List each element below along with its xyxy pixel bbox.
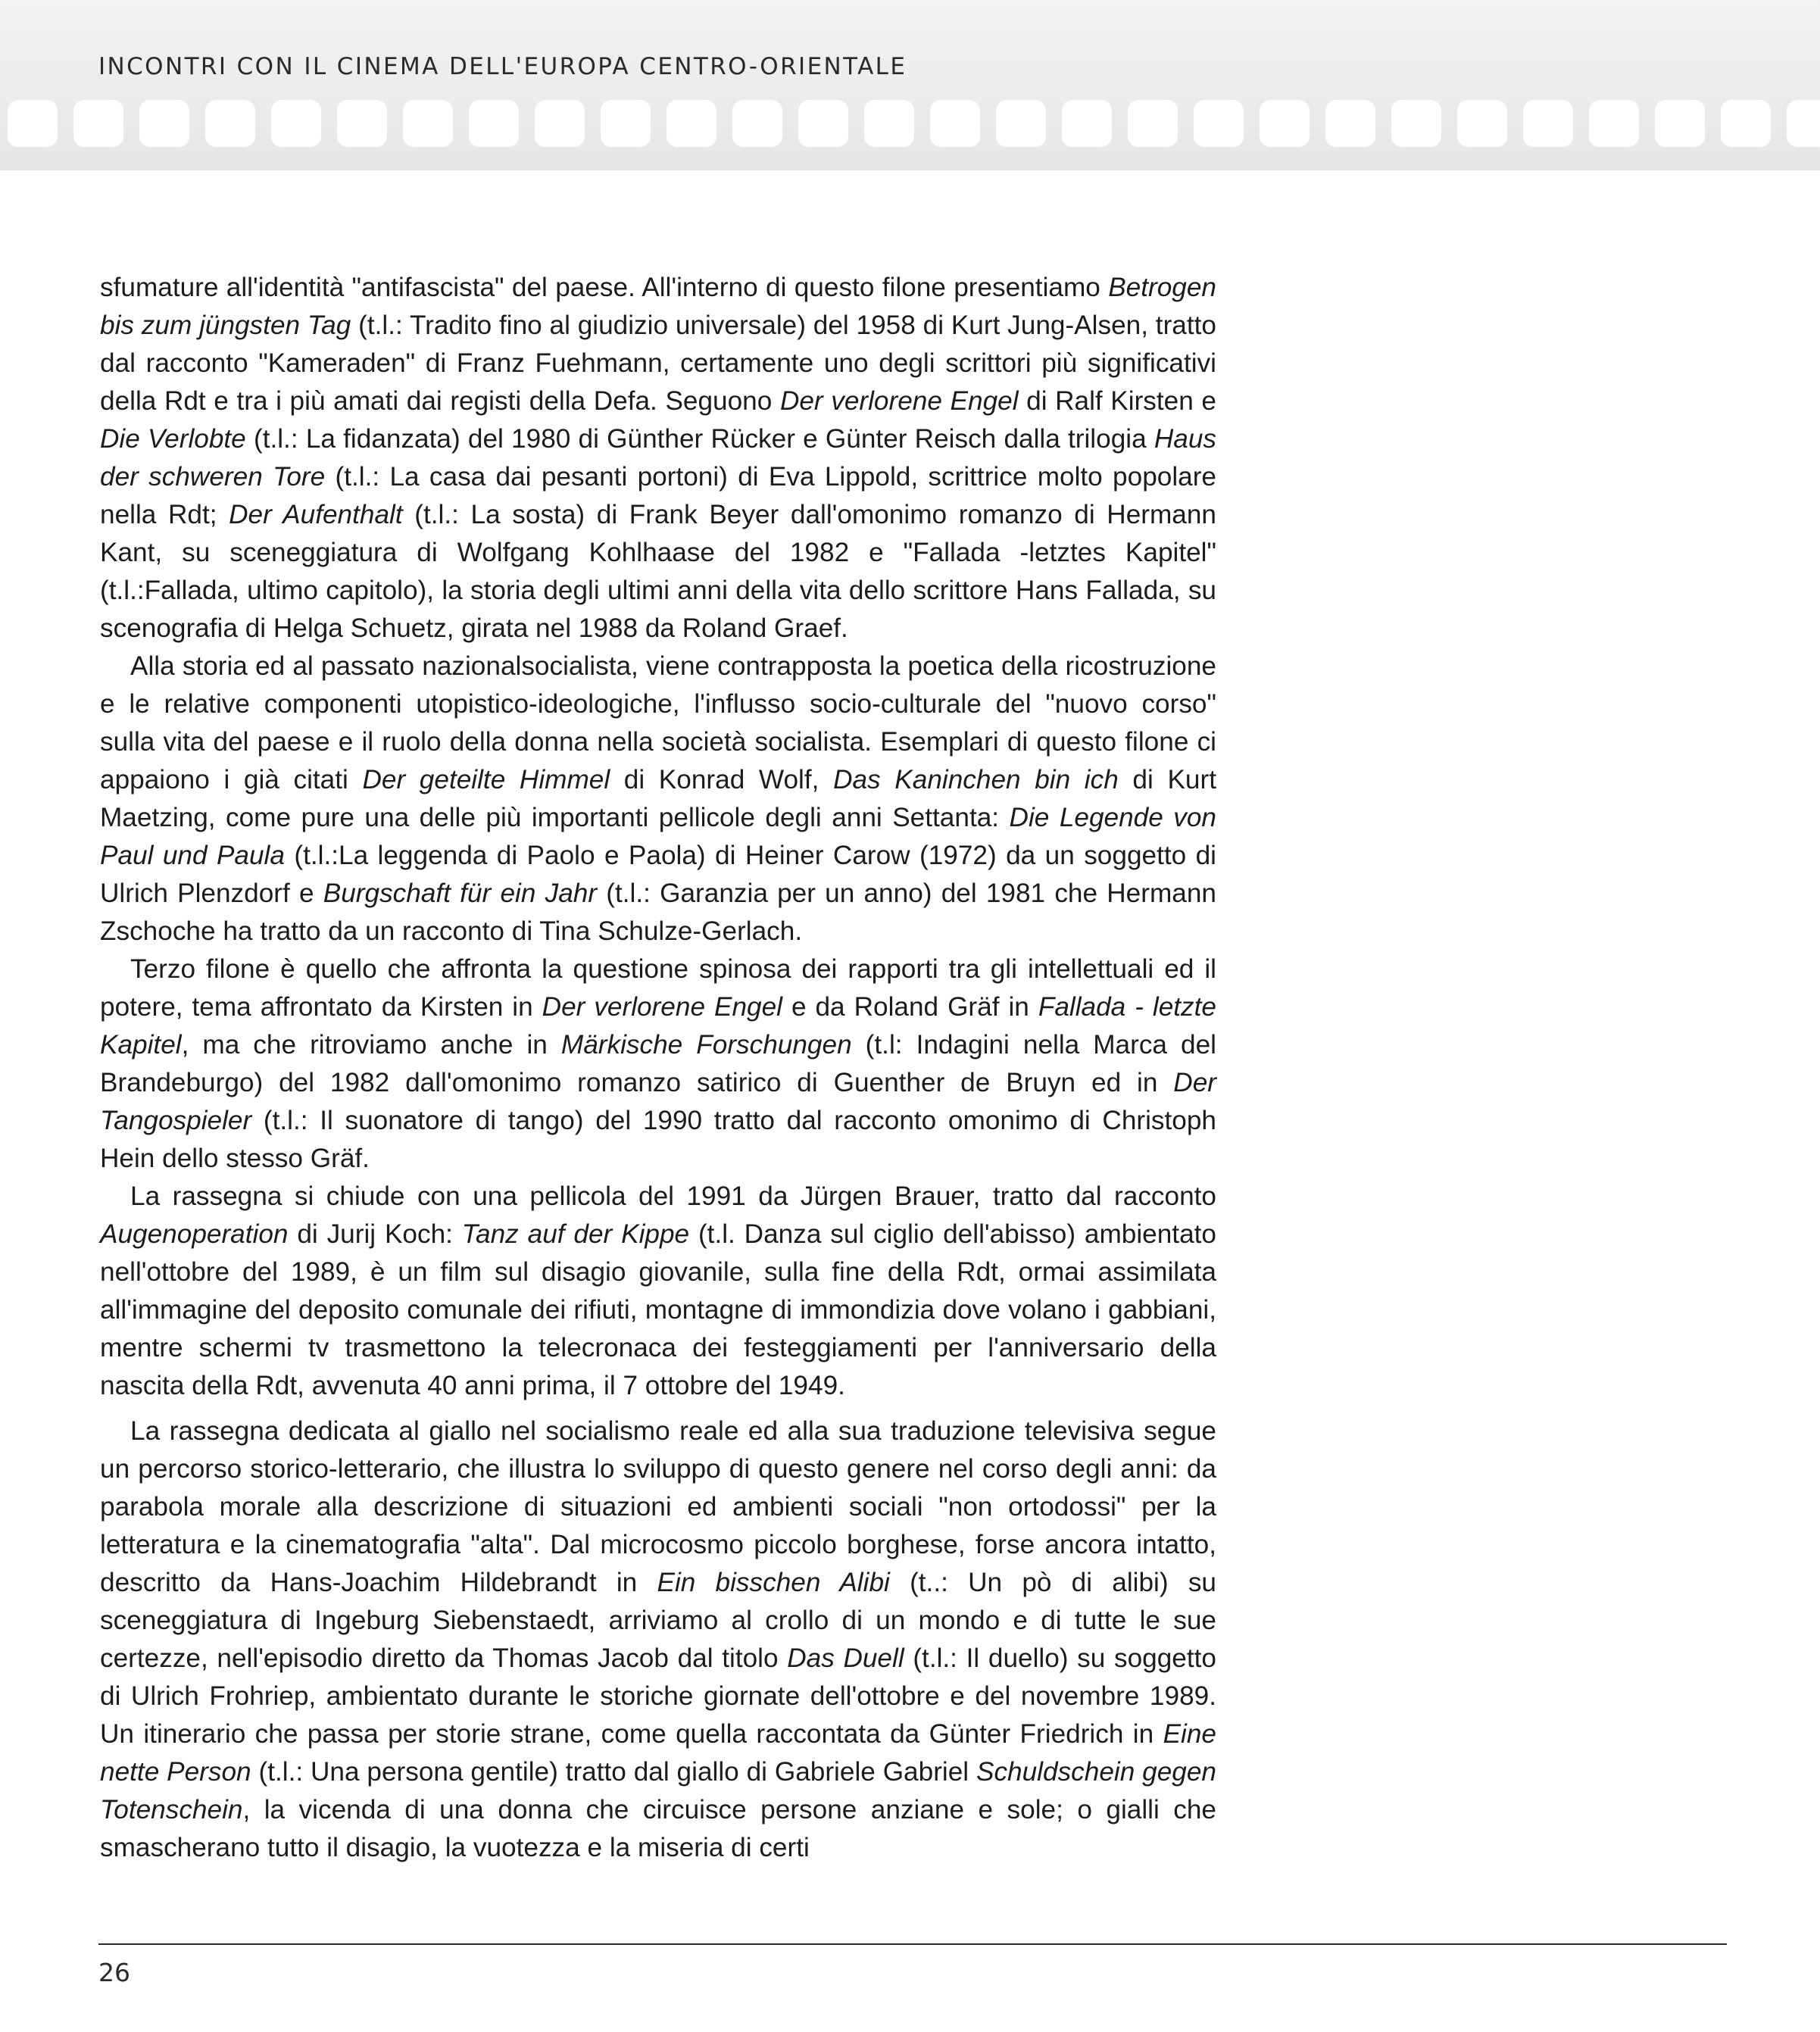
text-run: e da Roland Gräf in (782, 992, 1038, 1022)
film-title-italic: Ein bisschen Alibi (657, 1568, 890, 1597)
text-run: (t..: Un pò di alibi) su sceneggiatura di Ingeburg Siebenstaedt, arriviamo al crollo di un mondo e di tutte le sue certezze, nell'episodio diretto da Thomas Jacob dal titolo (100, 1568, 1216, 1673)
film-title-italic: Das Duell (787, 1643, 904, 1673)
text-run: (t.l.:La leggenda di Paolo e Paola) di Heiner Carow (1972) da un soggetto di Ulrich Plenzdorf e (100, 841, 1216, 908)
sprocket-hole (337, 100, 387, 147)
sprocket-hole (1391, 100, 1441, 147)
film-title-italic: Augenoperation (100, 1219, 289, 1249)
sprocket-hole (667, 100, 716, 147)
film-title-italic: Fallada - letzte Kapitel (100, 992, 1216, 1060)
sprocket-hole (139, 100, 189, 147)
text-run: di Ralf Kirsten e (1018, 386, 1216, 416)
text-run: (t.l.: La fidanzata) del 1980 di Günther Rücker e Günter Reisch dalla trilogia (245, 424, 1154, 454)
sprocket-hole (864, 100, 914, 147)
text-run: (t.l.: La casa dai pesanti portoni) di Eva Lippold, scrittrice molto popolare nella Rdt; (100, 462, 1217, 529)
paragraph (100, 269, 1216, 648)
sprocket-hole (1655, 100, 1705, 147)
sprocket-hole (469, 100, 519, 147)
film-title-italic: Der verlorene Engel (542, 992, 782, 1022)
sprocket-hole (1787, 100, 1820, 147)
film-title-italic: Burgschaft für ein Jahr (323, 879, 598, 908)
paragraph (100, 1178, 1216, 1405)
text-run: , la vicenda di una donna che circuisce persone anziane e sole; o gialli che smascherano tutto il disagio, la vuotezza e la miseria di certi (100, 1795, 1216, 1862)
sprocket-hole (732, 100, 782, 147)
sprocket-hole (73, 100, 123, 147)
text-run: (t.l.: Una persona gentile) tratto dal giallo di Gabriele Gabriel (251, 1757, 976, 1787)
text-run: Alla storia ed al passato nazionalsocialista, viene contrapposta la poetica della ricostruzione e le relative componenti utopistico-ideologiche, l'influsso socio-culturale del "nuovo corso" sulla vita del paese e il ruolo della donna nella società socialista. Esemplari di questo filone ci appaiono i già citati (100, 651, 1216, 794)
film-title-italic: Die Legende von Paul und Paula (100, 803, 1217, 870)
text-run: (t.l.: Garanzia per un anno) del 1981 che Hermann Zschoche ha tratto da un racconto di Tina Schulze-Gerlach. (100, 879, 1216, 946)
text-run: La rassegna si chiude con una pellicola del 1991 da Jürgen Brauer, tratto dal racconto (130, 1181, 1216, 1211)
paragraph (100, 950, 1216, 1178)
sprocket-hole (930, 100, 980, 147)
sprocket-hole (1194, 100, 1244, 147)
paragraph (100, 648, 1216, 950)
film-title-italic: Der geteilte Himmel (362, 765, 610, 794)
film-title-italic: Märkische Forschungen (560, 1030, 852, 1060)
page-number: 26 (98, 1958, 130, 1987)
sprocket-hole (535, 100, 585, 147)
sprocket-hole (1062, 100, 1112, 147)
article-body (100, 269, 1216, 1867)
text-run: (t.l.: Tradito fino al giudizio universale) del 1958 di Kurt Jung-Alsen, tratto dal racconto "Kameraden" di Franz Fuehmann, certamente uno degli scrittori più significativi della Rdt e tra i più amati dai registi della Defa. Seguono (100, 311, 1216, 416)
sprocket-hole (1457, 100, 1507, 147)
film-sprocket-holes (0, 100, 1820, 147)
film-title-italic: Der verlorene Engel (779, 386, 1019, 416)
paragraph (100, 1412, 1216, 1867)
text-run: di Jurij Koch: (288, 1219, 462, 1249)
film-title-italic: Die Verlobte (100, 424, 246, 454)
film-title-italic: Der Aufenthalt (229, 500, 403, 529)
text-run: di Konrad Wolf, (610, 765, 834, 794)
text-run: Terzo filone è quello che affronta la questione spinosa dei rapporti tra gli intellettuali ed il potere, tema affrontato da Kirsten in (100, 954, 1216, 1022)
sprocket-hole (1721, 100, 1771, 147)
film-title-italic: Das Kaninchen bin ich (833, 765, 1119, 794)
film-title-italic: Haus der schweren Tore (100, 424, 1217, 492)
film-title-italic: Betrogen bis zum jüngsten Tag (100, 273, 1216, 340)
text-run: sfumature all'identità "antifascista" del paese. All'interno di questo filone presentiamo (100, 273, 1109, 302)
sprocket-hole (1128, 100, 1178, 147)
text-run: (t.l. Danza sul ciglio dell'abisso) ambientato nell'ottobre del 1989, è un film sul disagio giovanile, sulla fine della Rdt, ormai assimilata all'immagine del deposito comunale dei rifiuti, montagne di immondizia dove volano i gabbiani, mentre schermi tv trasmettono la telecronaca dei festeggiamenti per l'anniversario della nascita della Rdt, avvenuta 40 anni prima, il 7 ottobre del 1949. (100, 1219, 1216, 1400)
sprocket-hole (996, 100, 1046, 147)
sprocket-hole (601, 100, 651, 147)
film-title-italic: Tanz auf der Kippe (461, 1219, 690, 1249)
sprocket-hole (205, 100, 255, 147)
running-header-title: INCONTRI CON IL CINEMA DELL'EUROPA CENTRO-ORIENTALE (98, 53, 907, 80)
footer-rule (98, 1943, 1727, 1945)
text-run: (t.l.: Il suonatore di tango) del 1990 tratto dal racconto omonimo di Christoph Hein dello stesso Gräf. (100, 1106, 1216, 1173)
sprocket-hole (403, 100, 453, 147)
sprocket-hole (8, 100, 58, 147)
sprocket-hole (1260, 100, 1310, 147)
sprocket-hole (798, 100, 848, 147)
sprocket-hole (1325, 100, 1375, 147)
sprocket-hole (271, 100, 321, 147)
text-run: (t.l: Indagini nella Marca del Brandeburgo) del 1982 dall'omonimo romanzo satirico di Guenther de Bruyn ed in (100, 1030, 1216, 1097)
text-run: (t.l.: Il duello) su soggetto di Ulrich Frohriep, ambientato durante le storiche giornate dell'ottobre e del novembre 1989. Un itinerario che passa per storie strane, come quella raccontata da Günter Friedrich in (100, 1643, 1216, 1749)
sprocket-hole (1589, 100, 1639, 147)
text-run: La rassegna dedicata al giallo nel socialismo reale ed alla sua traduzione televisiva segue un percorso storico-letterario, che illustra lo sviluppo di questo genere nel corso degli anni: da parabola morale alla descrizione di situazioni ed ambienti sociali "non ortodossi" per la letteratura e la cinematografia "alta". Dal microcosmo piccolo borghese, forse ancora intatto, descritto da Hans-Joachim Hildebrandt in (100, 1416, 1216, 1597)
text-run: (t.l.: La sosta) di Frank Beyer dall'omonimo romanzo di Hermann Kant, su sceneggiatura di Wolfgang Kohlhaase del 1982 e "Fallada -letztes Kapitel" (t.l.:Fallada, ultimo capitolo), la storia degli ultimi anni della vita dello scrittore Hans Fallada, su scenografia di Helga Schuetz, girata nel 1988 da Roland Graef. (100, 500, 1216, 643)
film-title-italic: Schuldschein gegen Totenschein (100, 1757, 1216, 1824)
text-run: di Kurt Maetzing, come pure una delle più importanti pellicole degli anni Settanta: (100, 765, 1216, 832)
sprocket-hole (1523, 100, 1573, 147)
text-run: , ma che ritroviamo anche in (181, 1030, 561, 1060)
film-strip-header (0, 0, 1820, 170)
film-title-italic: Der Tangospieler (100, 1068, 1216, 1135)
film-title-italic: Eine nette Person (100, 1719, 1216, 1787)
